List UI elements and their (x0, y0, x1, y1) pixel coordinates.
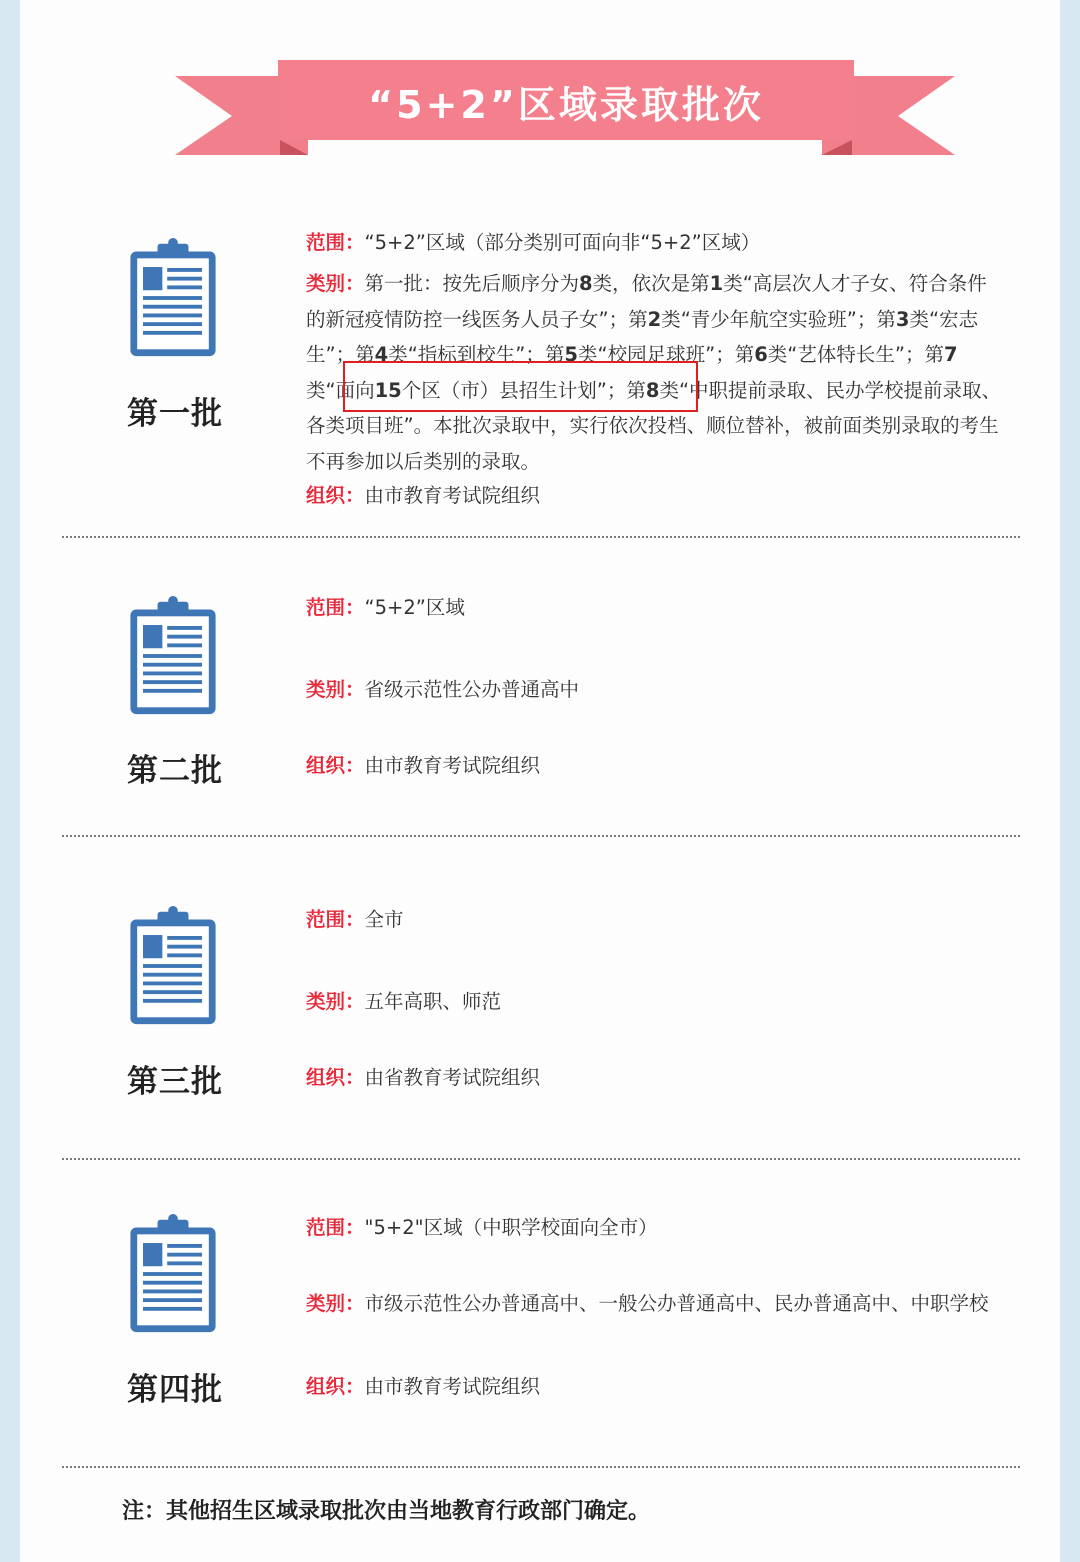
category-text: 类“高层次人才子女、符合条件的新冠疫情防控一线医务人员子女”；第 (306, 272, 987, 331)
divider (62, 536, 1020, 538)
category-line (306, 672, 1006, 708)
scope-line (306, 1210, 1006, 1246)
org-value: 由市教育考试院组织 (364, 484, 541, 507)
scope-value: “5+2”区域 (364, 596, 465, 619)
category-label: 类别： (306, 272, 365, 295)
footnote: 注：其他招生区域录取批次由当地教育行政部门确定。 (122, 1499, 651, 1524)
category-text: 类“艺体特长生”； (767, 343, 925, 366)
category-number: 8 (645, 378, 660, 402)
banner-title: “5+2”区域录取批次 (368, 82, 764, 127)
clipboard-icon (125, 1214, 221, 1334)
highlighted-text: 类“面向 (306, 378, 375, 402)
org-label: 组织： (306, 1066, 365, 1089)
scope-value: “5+2”区域（部分类别可面向非“5+2”区域） (364, 231, 761, 254)
batch-title: 第四批 (127, 1372, 223, 1408)
highlighted-text: 第 (924, 343, 945, 366)
divider (62, 1466, 1020, 1468)
org-label: 组织： (306, 1375, 365, 1398)
highlighted-text: 个区（市）县招生计划” (401, 378, 607, 402)
scope-line (306, 590, 1006, 626)
scope-label: 范围： (306, 1216, 365, 1239)
category-number: 4 (374, 343, 389, 366)
category-number: 5 (564, 343, 578, 366)
org-label: 组织： (306, 754, 365, 777)
category-line (306, 984, 1006, 1020)
batch-title: 第三批 (127, 1064, 223, 1100)
category-value: 省级示范性公办普通高中 (364, 678, 580, 701)
category-text: 类“校园足球班”；第 (577, 343, 755, 366)
scope-value: "5+2"区域（中职学校面向全市） (364, 1216, 658, 1239)
org-value: 由市教育考试院组织 (364, 754, 541, 777)
org-label: 组织： (306, 484, 365, 507)
clipboard-icon (125, 238, 221, 358)
right-edge (1060, 0, 1080, 1562)
category-text: 类“中职提前录取、民办学校提前录取、各类项目班”。本批次录取中，实行依次投档、顺位替补，被前面类别录取的考生不再参加以后类别的录取。 (306, 378, 1002, 473)
org-value: 由市教育考试院组织 (364, 1375, 541, 1398)
category-line (306, 1286, 1006, 1322)
batch-title: 第一批 (127, 396, 223, 432)
clipboard-icon (125, 596, 221, 716)
category-label: 类别： (306, 990, 365, 1013)
category-number: 7 (944, 343, 958, 366)
category-text: 类“指标到校生”；第 (388, 343, 565, 366)
category-number: 8 (579, 272, 593, 295)
batch-title: 第二批 (127, 753, 223, 789)
category-text: 第一批：按先后顺序分为 (364, 272, 580, 295)
category-text: 类“宏志生”；第 (306, 307, 979, 366)
category-text: ；第 (606, 378, 646, 402)
category-value: 五年高职、师范 (364, 990, 502, 1013)
org-line (306, 748, 1006, 784)
clipboard-icon (125, 906, 221, 1026)
category-number: 6 (754, 343, 768, 366)
category-number: 15 (374, 378, 402, 402)
category-number: 2 (647, 307, 662, 331)
org-value: 由省教育考试院组织 (364, 1066, 541, 1089)
category-label: 类别： (306, 1292, 365, 1315)
category-number: 3 (895, 307, 910, 331)
scope-line (306, 902, 1006, 938)
left-edge (0, 0, 20, 1562)
divider (62, 835, 1020, 837)
divider (62, 1158, 1020, 1160)
category-text: 类“青少年航空实验班”；第 (661, 307, 896, 331)
scope-label: 范围： (306, 596, 365, 619)
scope-label: 范围： (306, 231, 365, 254)
scope-line (306, 225, 1006, 261)
org-line (306, 1369, 1006, 1405)
org-line (306, 1060, 1006, 1096)
scope-value: 全市 (364, 908, 404, 931)
category-label: 类别： (306, 678, 365, 701)
category-number: 1 (709, 272, 724, 295)
highlight-box (343, 361, 698, 412)
org-line (306, 478, 1006, 514)
category-value: 市级示范性公办普通高中、一般公办普通高中、民办普通高中、中职学校 (364, 1292, 989, 1315)
scope-label: 范围： (306, 908, 365, 931)
category-text: 类，依次是第 (592, 272, 710, 295)
title-banner (0, 0, 1080, 170)
